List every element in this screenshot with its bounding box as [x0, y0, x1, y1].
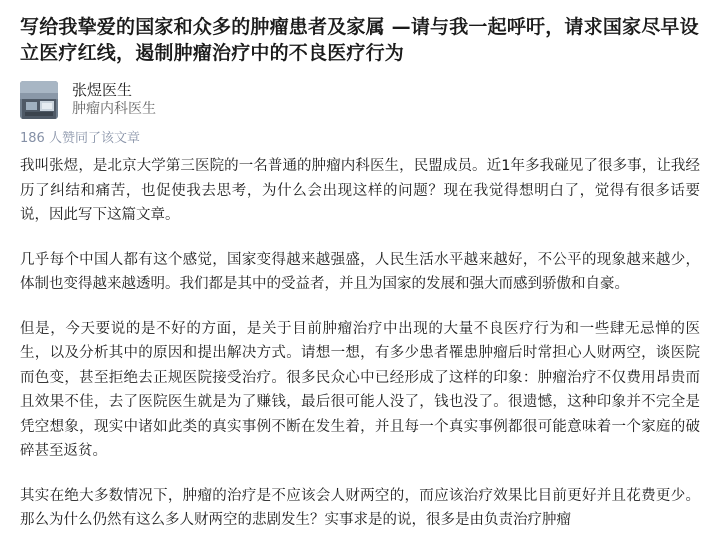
article-title: 写给我挚爱的国家和众多的肿瘤患者及家属 —请与我一起呼吁，请求国家尽早设立医疗红线，遏制肿瘤治疗中的不良医疗行为 — [20, 16, 699, 64]
paragraph: 其实在绝大多数情况下，肿瘤的治疗是不应该会人财两空的，而应该治疗效果比目前更好并且花费更少。那么为什么仍然有这么多人财两空的悲剧发生？实事求是的说，很多是由负责治疗肿瘤 — [20, 487, 700, 528]
paragraph: 我叫张煜，是北京大学第三医院的一名普通的肿瘤内科医生，民盟成员。近1年多我碰见了很多事，让我经历了纠结和痛苦，也促使我去思考，为什么会出现这样的问题？现在我觉得想明白了，觉得有很多话要说，因此写下这篇文章。 — [20, 158, 700, 223]
avatar-image — [20, 81, 58, 119]
avatar[interactable] — [20, 81, 58, 119]
author-text — [72, 81, 156, 119]
vote-count[interactable]: 186 人赞同了该文章 — [20, 131, 140, 146]
paragraph: 几乎每个中国人都有这个感觉，国家变得越来越强盛，人民生活水平越来越好，不公平的现象越来越少，体制也变得越来越透明。我们都是其中的受益者，并且为国家的发展和强大而感到骄傲和自豪。 — [20, 251, 700, 292]
author-name[interactable]: 张煜医生 — [72, 81, 133, 99]
paragraph: 但是，今天要说的是不好的方面，是关于目前肿瘤治疗中出现的大量不良医疗行为和一些肆无忌惮的医生，以及分析其中的原因和提出解决方式。请想一想，有多少患者罹患肿瘤后时常担心人财两空，谈医院而色变，甚至拒绝去正规医院接受治疗。很多民众心中已经形成了这样的印象：肿瘤治疗不仅费用昂贵而且效果不佳，去了医院医生就是为了赚钱，最后很可能人没了，钱也没了。很遗憾，这种印象并不完全是凭空想象，现实中诸如此类的真实事例不断在发生着，并且每一个真实事例都很可能意味着一个家庭的破碎甚至返贫。 — [20, 320, 700, 459]
author-headline: 肿瘤内科医生 — [72, 101, 156, 117]
article-body — [20, 154, 700, 533]
article — [20, 0, 700, 533]
author-info — [20, 81, 700, 119]
